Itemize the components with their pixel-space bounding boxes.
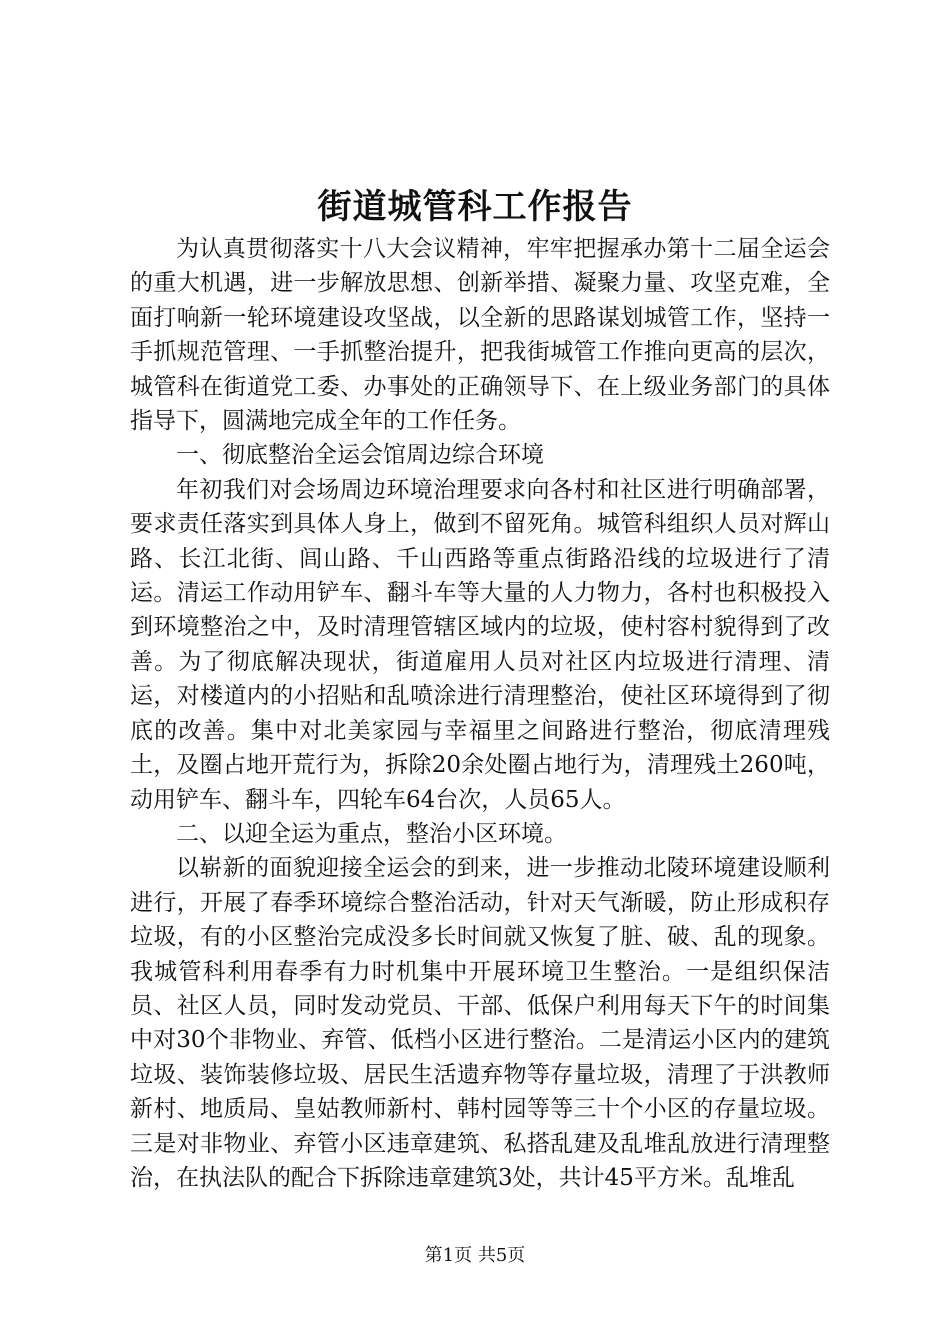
document-title: 街道城管科工作报告 [317,187,633,227]
section-heading-1: 一、彻底整治全运会馆周边综合环境 [176,442,544,469]
page-footer: 第1页 共5页 [424,1245,526,1266]
body-paragraph-section-1: 年初我们对会场周边环境治理要求向各村和社区进行明确部署，要求责任落实到具体人身上，做到不留死角。城管科组织人员对辉山路、长江北街、闾山路、千山西路等重点街路沿线的垃圾进行了清运。清运工作动用铲车、翻斗车等大量的人力物力，各村也积极投入到环境整治之中，及时清理管辖区域内的垃圾，使村容村貌得到了改善。为了彻底解决现状，街道雇用人员对社区内垃圾进行清理、清运，对楼道内的小招贴和乱喷涂进行清理整治，使社区环境得到了彻底的改善。集中对北美家园与幸福里之间路进行整治，彻底清理残土，及圈占地开荒行为，拆除20余处圈占地行为，清理残土260吨，动用铲车、翻斗车，四轮车64台次，人员65人。 [130,476,830,813]
body-paragraph-intro: 为认真贯彻落实十八大会议精神，牢牢把握承办第十二届全运会的重大机遇，进一步解放思想、创新举措、凝聚力量、攻坚克难，全面打响新一轮环境建设攻坚战，以全新的思路谋划城管工作，坚持一手抓规范管理、一手抓整治提升，把我街城管工作推向更高的层次，城管科在街道党工委、办事处的正确领导下、在上级业务部门的具体指导下，圆满地完成全年的工作任务。 [130,236,830,435]
body-paragraph-section-2: 以崭新的面貌迎接全运会的到来，进一步推动北陵环境建设顺利进行，开展了春季环境综合整治活动，针对天气渐暖，防止形成积存垃圾，有的小区整治完成没多长时间就又恢复了脏、破、乱的现象。我城管科利用春季有力时机集中开展环境卫生整治。一是组织保洁员、社区人员，同时发动党员、干部、低保户利用每天下午的时间集中对30个非物业、弃管、低档小区进行整治。二是清运小区内的建筑垃圾、装饰装修垃圾、居民生活遗弃物等存量垃圾，清理了于洪教师新村、地质局、皇姑教师新村、韩村园等等三十个小区的存量垃圾。三是对非物业、弃管小区违章建筑、私搭乱建及乱堆乱放进行清理整治，在执法队的配合下拆除违章建筑3处，共计45平方米。乱堆乱 [130,855,830,1191]
document-body [130,232,830,1195]
section-heading-2: 二、以迎全运为重点，整治小区环境。 [176,820,567,847]
